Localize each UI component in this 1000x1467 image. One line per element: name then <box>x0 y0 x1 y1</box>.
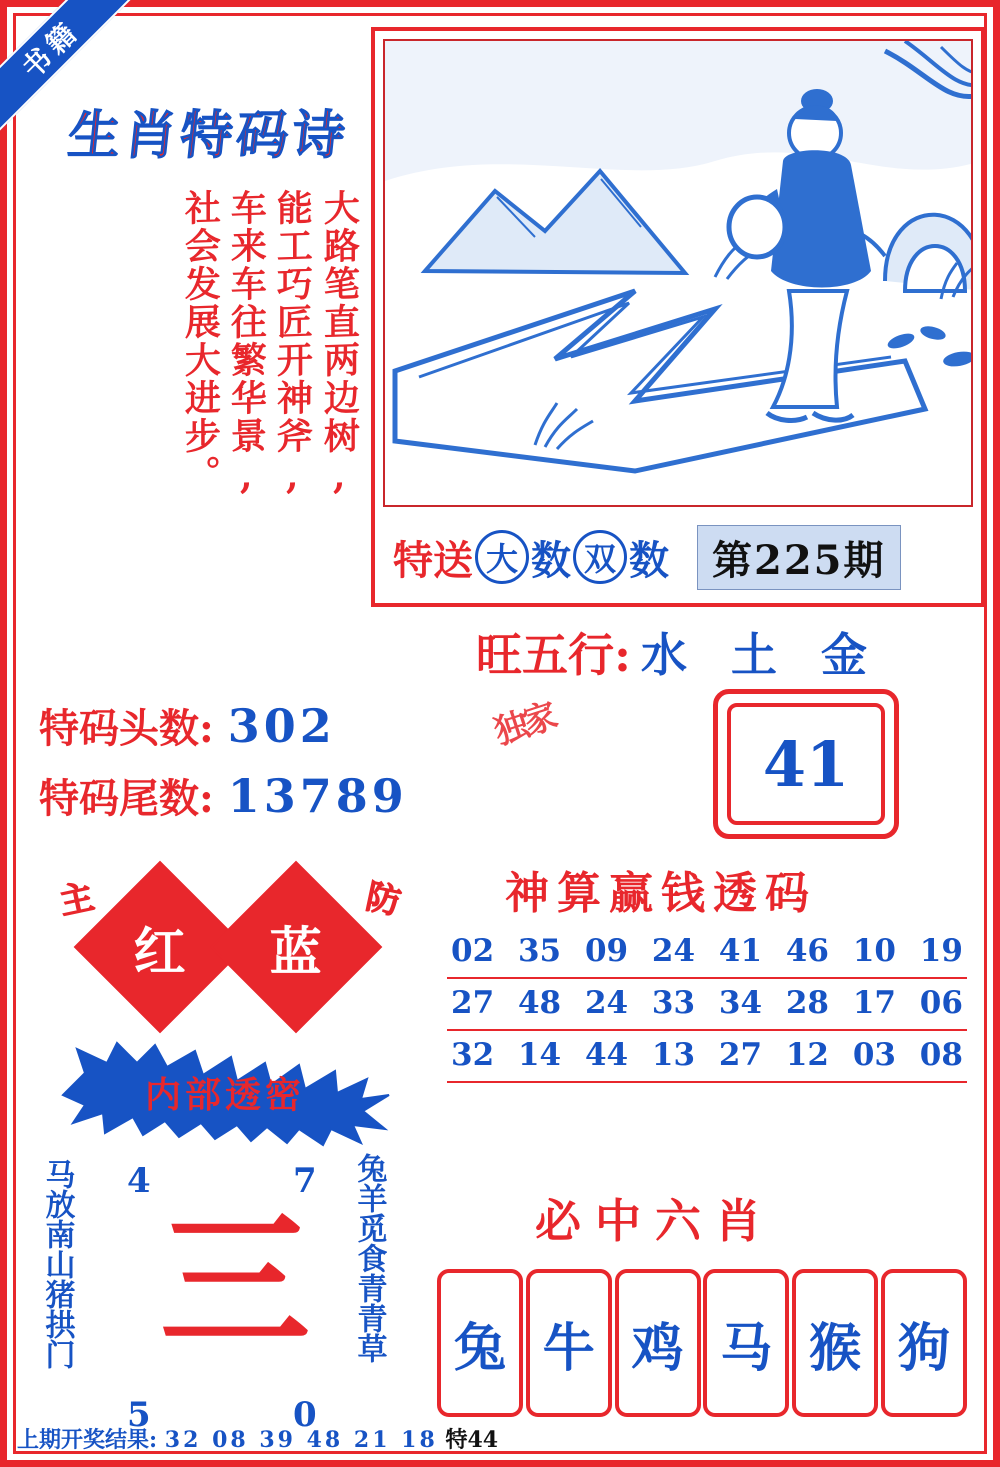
landscape-illustration <box>385 41 973 505</box>
issue-badge: 第225期 <box>697 525 901 590</box>
secret-burst-label: 内部透密 <box>144 1073 305 1116</box>
three-corner-top-right: 7 <box>293 1161 317 1201</box>
shensuan-number-grid <box>447 927 967 1083</box>
top-section <box>21 19 989 682</box>
number-cell: 09 <box>584 933 629 969</box>
tail-numbers-row <box>39 767 408 824</box>
number-cell: 17 <box>852 985 896 1021</box>
three-left-column: 马放南山猪拱门 <box>39 1159 75 1369</box>
banner-row <box>383 519 973 595</box>
three-corner-bottom-left: 5 <box>127 1395 151 1435</box>
poem-line-4: 社会发展大进步。 <box>179 188 222 494</box>
bizhong-title: 必中六肖 <box>535 1194 775 1248</box>
zodiac-card: 兔 <box>437 1269 523 1417</box>
number-cell: 24 <box>584 985 629 1021</box>
three-corner-bottom-right: 0 <box>293 1395 317 1435</box>
number-row-3 <box>447 1031 967 1083</box>
number-row-1 <box>447 927 967 979</box>
number-cell: 06 <box>919 985 963 1021</box>
number-cell: 33 <box>651 985 696 1021</box>
secret-burst <box>55 1037 395 1147</box>
number-cell: 32 <box>451 1037 495 1073</box>
illustration-box <box>371 27 985 607</box>
number-cell: 08 <box>919 1037 963 1073</box>
poem-line-3: 车来车往繁华景, <box>225 188 268 500</box>
previous-result-label: 上期开奖结果: <box>17 1427 158 1453</box>
number-cell: 46 <box>785 933 829 969</box>
tail-numbers-value: 13789 <box>227 769 408 823</box>
diamond-right-mark: 防 <box>362 876 405 924</box>
lucky-inner-frame <box>727 703 885 825</box>
number-cell: 02 <box>451 933 495 969</box>
previous-result-numbers: 32 08 39 48 21 18 <box>164 1427 438 1453</box>
number-cell: 03 <box>852 1037 896 1073</box>
zodiac-card: 马 <box>703 1269 789 1417</box>
lucky-number: 41 <box>762 727 850 801</box>
previous-result-special: 44 <box>467 1427 499 1453</box>
number-cell: 12 <box>785 1037 829 1073</box>
number-cell: 10 <box>852 933 896 969</box>
number-cell: 44 <box>584 1037 629 1073</box>
head-numbers-value: 302 <box>227 699 336 753</box>
three-block <box>35 1147 425 1437</box>
number-cell: 34 <box>718 985 763 1021</box>
diamond-blue-label: 蓝 <box>269 921 323 983</box>
number-cell: 41 <box>718 933 763 969</box>
number-cell: 35 <box>517 933 562 969</box>
poem-columns <box>49 189 359 659</box>
previous-result-special-label: 特 <box>445 1427 468 1453</box>
number-cell: 24 <box>651 933 696 969</box>
tesong-circle-2: 双 <box>573 530 627 584</box>
tesong-circle-1: 大 <box>475 530 529 584</box>
tesong-text-1: 数 <box>531 536 571 584</box>
shensuan-title: 神算赢钱透码 <box>505 868 817 919</box>
previous-result-footer <box>17 1423 977 1454</box>
three-right-column: 兔羊觅食青青草 <box>351 1153 387 1363</box>
number-cell: 28 <box>785 985 829 1021</box>
zodiac-card-row <box>437 1269 967 1419</box>
wuxing-label: 旺五行: <box>476 628 631 682</box>
diamond-left-mark: 主 <box>55 876 98 924</box>
head-numbers-label: 特码头数: <box>39 705 214 752</box>
tesong-text-2: 数 <box>629 536 669 584</box>
poem-line-1: 大路笔直两边树, <box>318 188 360 500</box>
zodiac-card: 鸡 <box>615 1269 701 1417</box>
zodiac-card: 狗 <box>881 1269 967 1417</box>
tail-numbers-label: 特码尾数: <box>39 775 214 822</box>
head-numbers-row <box>39 697 336 754</box>
number-cell: 27 <box>451 985 495 1021</box>
wuxing-value: 水 土 金 <box>640 628 882 682</box>
color-diamonds <box>37 862 427 1032</box>
wuxing-row <box>476 619 881 685</box>
number-cell: 19 <box>919 933 963 969</box>
corner-ribbon: 书籍 <box>0 0 133 131</box>
number-cell: 48 <box>517 985 562 1021</box>
three-corner-top-left: 4 <box>127 1161 151 1201</box>
number-cell: 27 <box>718 1037 763 1073</box>
zodiac-card: 猴 <box>792 1269 878 1417</box>
tesong-banner <box>393 529 669 586</box>
lucky-number-box <box>713 689 899 839</box>
illustration <box>383 39 973 507</box>
diamond-red-label: 红 <box>133 921 187 983</box>
number-row-2 <box>447 979 967 1031</box>
diamond-blue <box>210 861 383 1034</box>
three-center-char: 三 <box>159 1194 310 1370</box>
stamp-mark: 独家 <box>489 696 559 754</box>
zodiac-card: 牛 <box>526 1269 612 1417</box>
number-cell: 14 <box>517 1037 562 1073</box>
poem-line-2: 能工巧匠开神斧, <box>271 188 314 500</box>
poem-title: 生肖特码诗 <box>65 105 352 166</box>
number-cell: 13 <box>651 1037 696 1073</box>
tesong-prefix: 特送 <box>393 536 473 584</box>
